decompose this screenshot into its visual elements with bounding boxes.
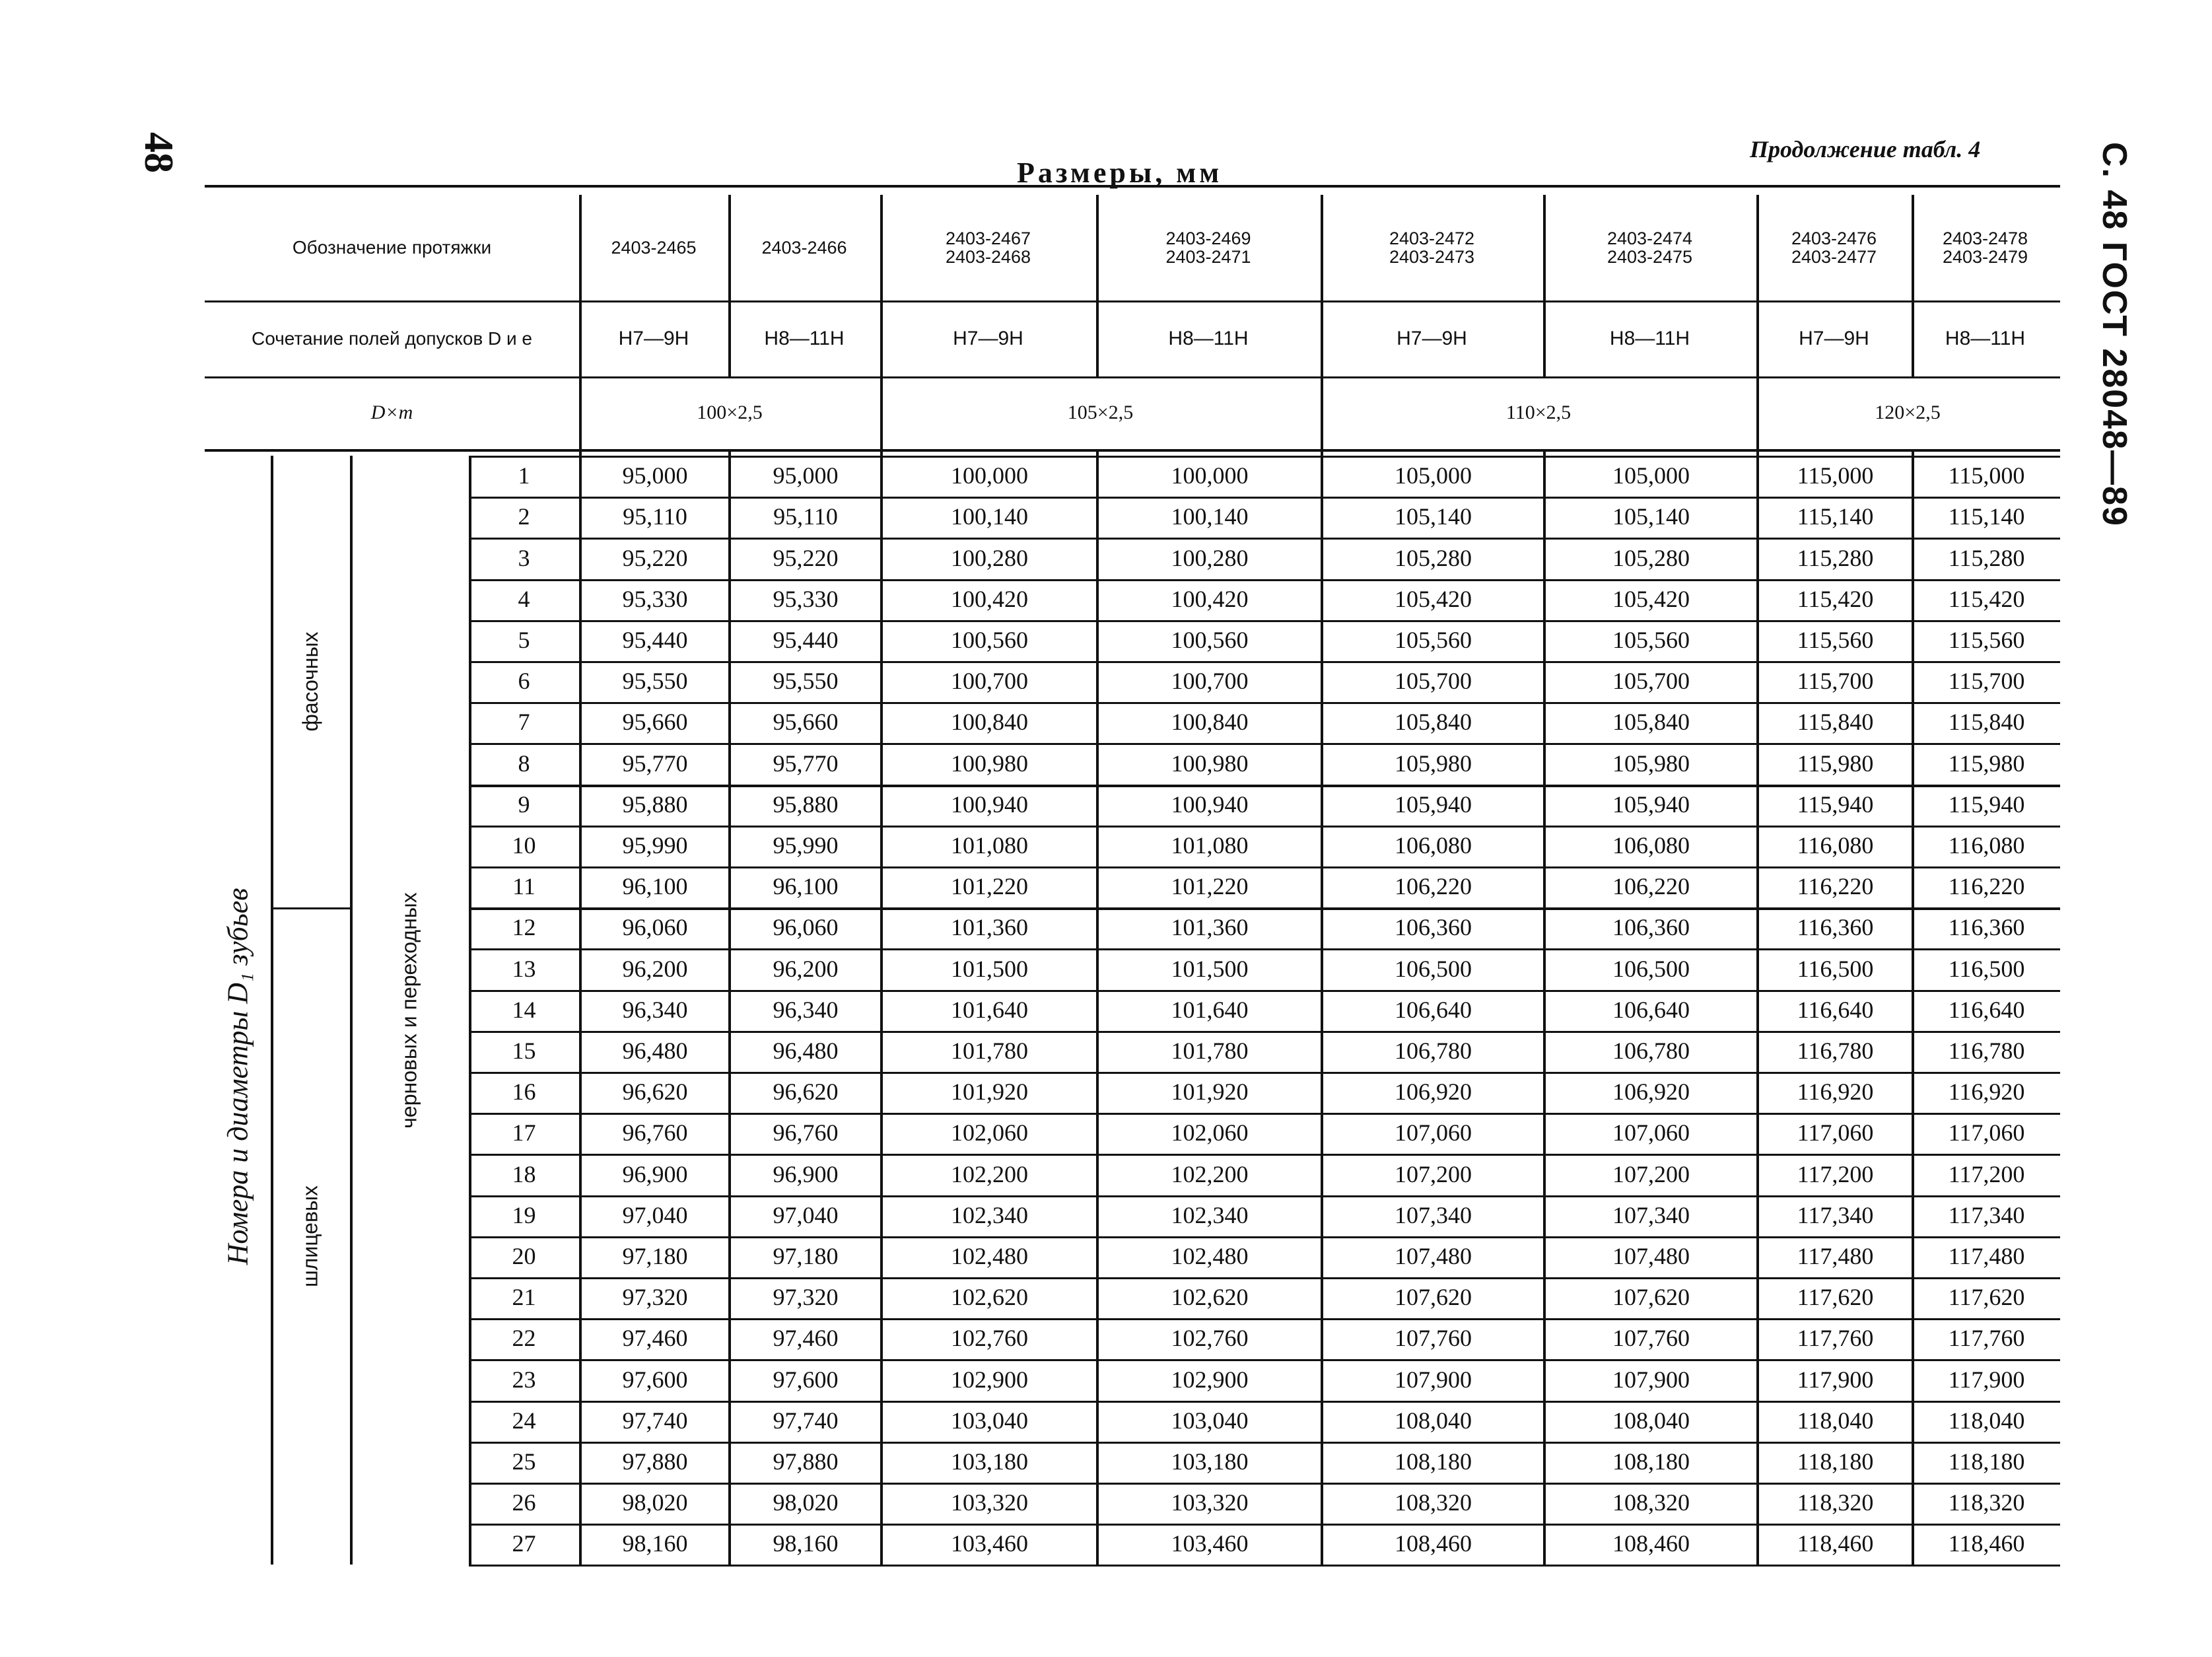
side-label-spline: шлицевых [298, 1185, 322, 1287]
table-cell: 116,640 [1797, 996, 1874, 1023]
row-number: 26 [512, 1489, 536, 1516]
tolerance-cell: H7—9H [1799, 327, 1869, 349]
dm-cell: 100×2,5 [697, 402, 763, 424]
tolerance-cell: H8—11H [1609, 327, 1690, 349]
row-number: 19 [512, 1201, 536, 1228]
table-cell: 103,180 [951, 1448, 1028, 1475]
row-number: 18 [512, 1160, 536, 1187]
table-cell: 100,420 [951, 585, 1028, 612]
table-cell: 105,280 [1612, 544, 1690, 571]
header-label-designation: Обозначение протяжки [292, 237, 492, 258]
table-cell: 116,360 [1797, 914, 1874, 941]
table-cell: 106,640 [1612, 996, 1690, 1023]
table-cell: 115,420 [1797, 585, 1874, 612]
table-cell: 100,980 [951, 750, 1028, 777]
table-cell: 107,340 [1395, 1201, 1472, 1228]
table-cell: 95,770 [773, 750, 839, 777]
table-cell: 116,500 [1948, 955, 2025, 982]
table-cell: 96,060 [622, 914, 688, 941]
table-cell: 95,000 [622, 462, 688, 489]
row-number: 11 [512, 873, 536, 900]
table-cell: 102,200 [951, 1160, 1028, 1187]
continuation-note: Продолжение табл. 4 [1750, 136, 1981, 162]
row-number: 25 [512, 1448, 536, 1475]
row-number: 24 [512, 1407, 536, 1434]
table-cell: 106,780 [1612, 1037, 1690, 1064]
table-cell: 106,360 [1395, 914, 1472, 941]
table-cell: 101,220 [951, 873, 1028, 900]
table-cell: 105,980 [1612, 750, 1690, 777]
table-cell: 105,280 [1395, 544, 1472, 571]
table-cell: 117,340 [1948, 1201, 2025, 1228]
table-cell: 115,840 [1948, 709, 2025, 736]
row-number: 1 [518, 462, 530, 489]
table-cell: 100,940 [1171, 791, 1249, 818]
table-cell: 95,220 [773, 544, 839, 571]
side-label-outer: Номера и диаметры D₁ зубьев [221, 888, 254, 1265]
table-cell: 103,460 [951, 1530, 1028, 1557]
table-cell: 117,620 [1948, 1284, 2025, 1311]
table-cell: 107,620 [1612, 1284, 1690, 1311]
table-cell: 95,770 [622, 750, 688, 777]
table-cell: 117,480 [1948, 1242, 2025, 1269]
table-cell: 101,500 [951, 955, 1028, 982]
designation-cell: 2403-2469 2403-2471 [1165, 228, 1251, 267]
table-cell: 108,320 [1395, 1489, 1472, 1516]
designation-cell: 2403-2465 [611, 237, 697, 258]
column-rule [1543, 195, 1546, 376]
table-cell: 108,040 [1395, 1407, 1472, 1434]
table-cell: 102,900 [951, 1366, 1028, 1393]
side-label-middle: черновых и переходных [397, 892, 421, 1129]
table-cell: 115,560 [1948, 626, 2025, 653]
table-cell: 101,780 [1171, 1037, 1249, 1064]
table-cell: 100,280 [1171, 544, 1249, 571]
table-cell: 117,340 [1797, 1201, 1874, 1228]
table-cell: 95,220 [622, 544, 688, 571]
table-cell: 96,200 [773, 955, 839, 982]
tolerance-cell: H8—11H [1168, 327, 1249, 349]
table-cell: 101,360 [951, 914, 1028, 941]
column-rule [1912, 195, 1914, 376]
table-cell: 100,420 [1171, 585, 1249, 612]
tolerance-cell: H8—11H [1945, 327, 2026, 349]
table-cell: 116,640 [1948, 996, 2025, 1023]
table-cell: 115,000 [1948, 462, 2025, 489]
table-cell: 101,220 [1171, 873, 1249, 900]
table-cell: 95,880 [773, 791, 839, 818]
row-rule [469, 1565, 2060, 1567]
table-cell: 98,160 [773, 1530, 839, 1557]
table-cell: 101,360 [1171, 914, 1249, 941]
row-number: 5 [518, 626, 530, 653]
table-cell: 100,560 [1171, 626, 1249, 653]
table-cell: 100,560 [951, 626, 1028, 653]
table-cell: 96,760 [773, 1119, 839, 1146]
table-cell: 98,160 [622, 1530, 688, 1557]
row-number: 6 [518, 668, 530, 695]
table-cell: 97,320 [622, 1284, 688, 1311]
table-cell: 96,760 [622, 1119, 688, 1146]
table-cell: 105,980 [1395, 750, 1472, 777]
table-cell: 108,320 [1612, 1489, 1690, 1516]
table-cell: 97,740 [773, 1407, 839, 1434]
table-cell: 117,900 [1948, 1366, 2025, 1393]
table-cell: 95,110 [773, 503, 838, 530]
tolerance-cell: H7—9H [1397, 327, 1467, 349]
table-cell: 115,140 [1797, 503, 1874, 530]
table-cell: 101,080 [951, 831, 1028, 859]
tolerance-cell: H8—11H [764, 327, 845, 349]
table-cell: 106,220 [1612, 873, 1690, 900]
row-number: 21 [512, 1284, 536, 1311]
table-cell: 106,500 [1395, 955, 1472, 982]
table-cell: 97,880 [773, 1448, 839, 1475]
table-cell: 97,040 [773, 1201, 839, 1228]
row-number: 12 [512, 914, 536, 941]
table-cell: 116,080 [1948, 831, 2025, 859]
designation-cell: 2403-2474 2403-2475 [1607, 228, 1693, 267]
table-cell: 115,840 [1797, 709, 1874, 736]
table-cell: 95,000 [773, 462, 839, 489]
table-cell: 102,760 [1171, 1325, 1249, 1352]
column-rule [728, 195, 731, 376]
table-cell: 96,620 [773, 1078, 839, 1106]
table-cell: 107,480 [1395, 1242, 1472, 1269]
table-cell: 118,320 [1948, 1489, 2025, 1516]
tolerance-cell: H7—9H [953, 327, 1023, 349]
row-number: 16 [512, 1078, 536, 1106]
table-cell: 96,620 [622, 1078, 688, 1106]
table-cell: 100,280 [951, 544, 1028, 571]
row-number: 14 [512, 996, 536, 1023]
table-cell: 101,080 [1171, 831, 1249, 859]
row-number: 23 [512, 1366, 536, 1393]
header-label-dm: D×m [370, 402, 413, 424]
table-cell: 116,220 [1948, 873, 2025, 900]
table-cell: 102,060 [951, 1119, 1028, 1146]
table-cell: 97,600 [622, 1366, 688, 1393]
table-cell: 103,320 [951, 1489, 1028, 1516]
table-cell: 96,900 [622, 1160, 688, 1187]
table-cell: 105,000 [1612, 462, 1690, 489]
table-cell: 103,320 [1171, 1489, 1249, 1516]
table-cell: 115,700 [1948, 668, 2025, 695]
designation-cell: 2403-2467 2403-2468 [945, 228, 1031, 267]
table-cell: 97,740 [622, 1407, 688, 1434]
row-number: 13 [512, 955, 536, 982]
table-cell: 116,080 [1797, 831, 1874, 859]
table-cell: 117,900 [1797, 1366, 1874, 1393]
table-cell: 118,040 [1948, 1407, 2025, 1434]
table-cell: 116,500 [1797, 955, 1874, 982]
table-cell: 117,200 [1948, 1160, 2025, 1187]
table-cell: 105,700 [1612, 668, 1690, 695]
table-cell: 107,480 [1612, 1242, 1690, 1269]
table-cell: 115,700 [1797, 668, 1874, 695]
table-top-rule [205, 185, 2060, 188]
designation-cell: 2403-2466 [761, 237, 847, 258]
table-cell: 96,480 [622, 1037, 688, 1064]
table-cell: 100,980 [1171, 750, 1249, 777]
table-cell: 107,340 [1612, 1201, 1690, 1228]
side-label-chamfer: фасочных [298, 631, 322, 732]
row-number: 17 [512, 1119, 536, 1146]
table-cell: 101,920 [1171, 1078, 1249, 1106]
header-rule-dm [205, 449, 2060, 452]
row-number: 10 [512, 831, 536, 859]
table-cell: 100,700 [951, 668, 1028, 695]
table-cell: 96,060 [773, 914, 839, 941]
table-cell: 115,280 [1948, 544, 2025, 571]
table-cell: 105,840 [1395, 709, 1472, 736]
designation-cell: 2403-2476 2403-2477 [1791, 228, 1877, 267]
table-cell: 118,460 [1797, 1530, 1874, 1557]
row-number: 8 [518, 750, 530, 777]
table-cell: 103,180 [1171, 1448, 1249, 1475]
table-cell: 101,640 [1171, 996, 1249, 1023]
table-cell: 100,940 [951, 791, 1028, 818]
table-cell: 101,500 [1171, 955, 1249, 982]
table-cell: 100,700 [1171, 668, 1249, 695]
table-cell: 117,760 [1797, 1325, 1874, 1352]
table-cell: 106,780 [1395, 1037, 1472, 1064]
table-cell: 101,920 [951, 1078, 1028, 1106]
table-cell: 102,620 [1171, 1284, 1249, 1311]
table-cell: 105,560 [1612, 626, 1690, 653]
table-cell: 102,200 [1171, 1160, 1249, 1187]
table-cell: 103,040 [1171, 1407, 1249, 1434]
table-cell: 96,200 [622, 955, 688, 982]
table-cell: 95,330 [622, 585, 688, 612]
table-cell: 118,180 [1797, 1448, 1874, 1475]
dm-cell: 105×2,5 [1067, 402, 1134, 424]
table-cell: 107,760 [1612, 1325, 1690, 1352]
table-cell: 95,660 [773, 709, 839, 736]
table-cell: 102,760 [951, 1325, 1028, 1352]
table-cell: 107,060 [1612, 1119, 1690, 1146]
dm-cell: 120×2,5 [1875, 402, 1941, 424]
table-cell: 107,620 [1395, 1284, 1472, 1311]
table-cell: 106,500 [1612, 955, 1690, 982]
table-cell: 96,100 [622, 873, 688, 900]
table-cell: 107,200 [1395, 1160, 1472, 1187]
table-cell: 98,020 [622, 1489, 688, 1516]
table-cell: 117,760 [1948, 1325, 2025, 1352]
table-cell: 102,340 [1171, 1201, 1249, 1228]
row-number: 4 [518, 585, 530, 612]
table-cell: 105,940 [1395, 791, 1472, 818]
table-cell: 105,420 [1612, 585, 1690, 612]
table-cell: 102,480 [951, 1242, 1028, 1269]
table-cell: 106,640 [1395, 996, 1472, 1023]
table-cell: 96,900 [773, 1160, 839, 1187]
table-cell: 115,560 [1797, 626, 1874, 653]
gost-side-header: С. 48 ГОСТ 28048—89 [2095, 142, 2133, 527]
table-cell: 95,990 [773, 831, 839, 859]
table-cell: 97,040 [622, 1201, 688, 1228]
column-rule [1096, 195, 1099, 376]
table-cell: 100,140 [1171, 503, 1249, 530]
table-cell: 105,000 [1395, 462, 1472, 489]
table-cell: 115,000 [1797, 462, 1874, 489]
table-cell: 97,880 [622, 1448, 688, 1475]
table-cell: 98,020 [773, 1489, 839, 1516]
table-cell: 108,040 [1612, 1407, 1690, 1434]
table-cell: 106,220 [1395, 873, 1472, 900]
table-cell: 102,620 [951, 1284, 1028, 1311]
table-cell: 103,040 [951, 1407, 1028, 1434]
table-cell: 97,180 [622, 1242, 688, 1269]
table-cell: 115,280 [1797, 544, 1874, 571]
table-cell: 107,900 [1612, 1366, 1690, 1393]
table-cell: 101,640 [951, 996, 1028, 1023]
row-number: 7 [518, 709, 530, 736]
table-cell: 116,780 [1948, 1037, 2025, 1064]
table-cell: 117,060 [1797, 1119, 1874, 1146]
table-cell: 118,320 [1797, 1489, 1874, 1516]
dm-cell: 110×2,5 [1505, 402, 1572, 424]
table-cell: 100,000 [1171, 462, 1249, 489]
table-cell: 96,340 [773, 996, 839, 1023]
table-cell: 95,990 [622, 831, 688, 859]
row-number: 2 [518, 503, 530, 530]
table-cell: 106,080 [1395, 831, 1472, 859]
table-cell: 106,080 [1612, 831, 1690, 859]
table-cell: 106,360 [1612, 914, 1690, 941]
table-cell: 97,320 [773, 1284, 839, 1311]
table-cell: 115,980 [1948, 750, 2025, 777]
table-cell: 115,420 [1948, 585, 2025, 612]
sizes-title: Размеры, мм [1017, 157, 1223, 189]
table-cell: 100,140 [951, 503, 1028, 530]
table-cell: 116,780 [1797, 1037, 1874, 1064]
table-cell: 105,700 [1395, 668, 1472, 695]
table-cell: 100,000 [951, 462, 1028, 489]
row-number: 9 [518, 791, 530, 818]
table-cell: 100,840 [951, 709, 1028, 736]
table-cell: 101,780 [951, 1037, 1028, 1064]
table-cell: 115,940 [1948, 791, 2025, 818]
table-cell: 117,200 [1797, 1160, 1874, 1187]
table-cell: 116,220 [1797, 873, 1874, 900]
row-number: 22 [512, 1325, 536, 1352]
table-cell: 96,100 [773, 873, 839, 900]
table-cell: 102,340 [951, 1201, 1028, 1228]
table-cell: 116,920 [1948, 1078, 2025, 1106]
table-cell: 105,940 [1612, 791, 1690, 818]
table-cell: 105,560 [1395, 626, 1472, 653]
table-cell: 105,140 [1395, 503, 1472, 530]
table-cell: 105,840 [1612, 709, 1690, 736]
table-cell: 105,420 [1395, 585, 1472, 612]
table-cell: 117,620 [1797, 1284, 1874, 1311]
table-cell: 95,330 [773, 585, 839, 612]
row-number: 20 [512, 1242, 536, 1269]
table-cell: 96,480 [773, 1037, 839, 1064]
header-label-tolerance: Сочетание полей допусков D и e [252, 328, 532, 349]
table-cell: 107,900 [1395, 1366, 1472, 1393]
table-cell: 106,920 [1395, 1078, 1472, 1106]
table-cell: 96,340 [622, 996, 688, 1023]
table-cell: 97,600 [773, 1366, 839, 1393]
table-cell: 95,880 [622, 791, 688, 818]
table-cell: 97,460 [622, 1325, 688, 1352]
table-cell: 118,180 [1948, 1448, 2025, 1475]
table-cell: 115,140 [1948, 503, 2025, 530]
table-cell: 103,460 [1171, 1530, 1249, 1557]
table-cell: 115,980 [1797, 750, 1874, 777]
table-cell: 108,180 [1395, 1448, 1472, 1475]
table-cell: 95,440 [773, 626, 839, 653]
table-cell: 97,460 [773, 1325, 839, 1352]
table-cell: 107,060 [1395, 1119, 1472, 1146]
table-cell: 102,480 [1171, 1242, 1249, 1269]
table-cell: 108,180 [1612, 1448, 1690, 1475]
table-cell: 102,060 [1171, 1119, 1249, 1146]
table-cell: 95,660 [622, 709, 688, 736]
designation-cell: 2403-2478 2403-2479 [1942, 228, 2028, 267]
table-cell: 107,760 [1395, 1325, 1472, 1352]
page-number: 48 [136, 132, 181, 173]
table-cell: 105,140 [1612, 503, 1690, 530]
table-cell: 107,200 [1612, 1160, 1690, 1187]
row-number: 27 [512, 1530, 536, 1557]
table-cell: 97,180 [773, 1242, 839, 1269]
table-cell: 118,460 [1948, 1530, 2025, 1557]
row-number: 15 [512, 1037, 536, 1064]
table-cell: 95,550 [773, 668, 839, 695]
tolerance-cell: H7—9H [618, 327, 689, 349]
table-cell: 95,440 [622, 626, 688, 653]
table-cell: 116,360 [1948, 914, 2025, 941]
row-number: 3 [518, 544, 530, 571]
designation-cell: 2403-2472 2403-2473 [1389, 228, 1475, 267]
table-cell: 106,920 [1612, 1078, 1690, 1106]
data-top-rule [469, 456, 2060, 458]
table-cell: 115,940 [1797, 791, 1874, 818]
table-cell: 117,060 [1948, 1119, 2025, 1146]
table-cell: 102,900 [1171, 1366, 1249, 1393]
table-cell: 116,920 [1797, 1078, 1874, 1106]
table-cell: 108,460 [1612, 1530, 1690, 1557]
table-cell: 118,040 [1797, 1407, 1874, 1434]
table-cell: 108,460 [1395, 1530, 1472, 1557]
table-cell: 100,840 [1171, 709, 1249, 736]
table-cell: 95,550 [622, 668, 688, 695]
table-cell: 117,480 [1797, 1242, 1874, 1269]
table-cell: 95,110 [623, 503, 687, 530]
